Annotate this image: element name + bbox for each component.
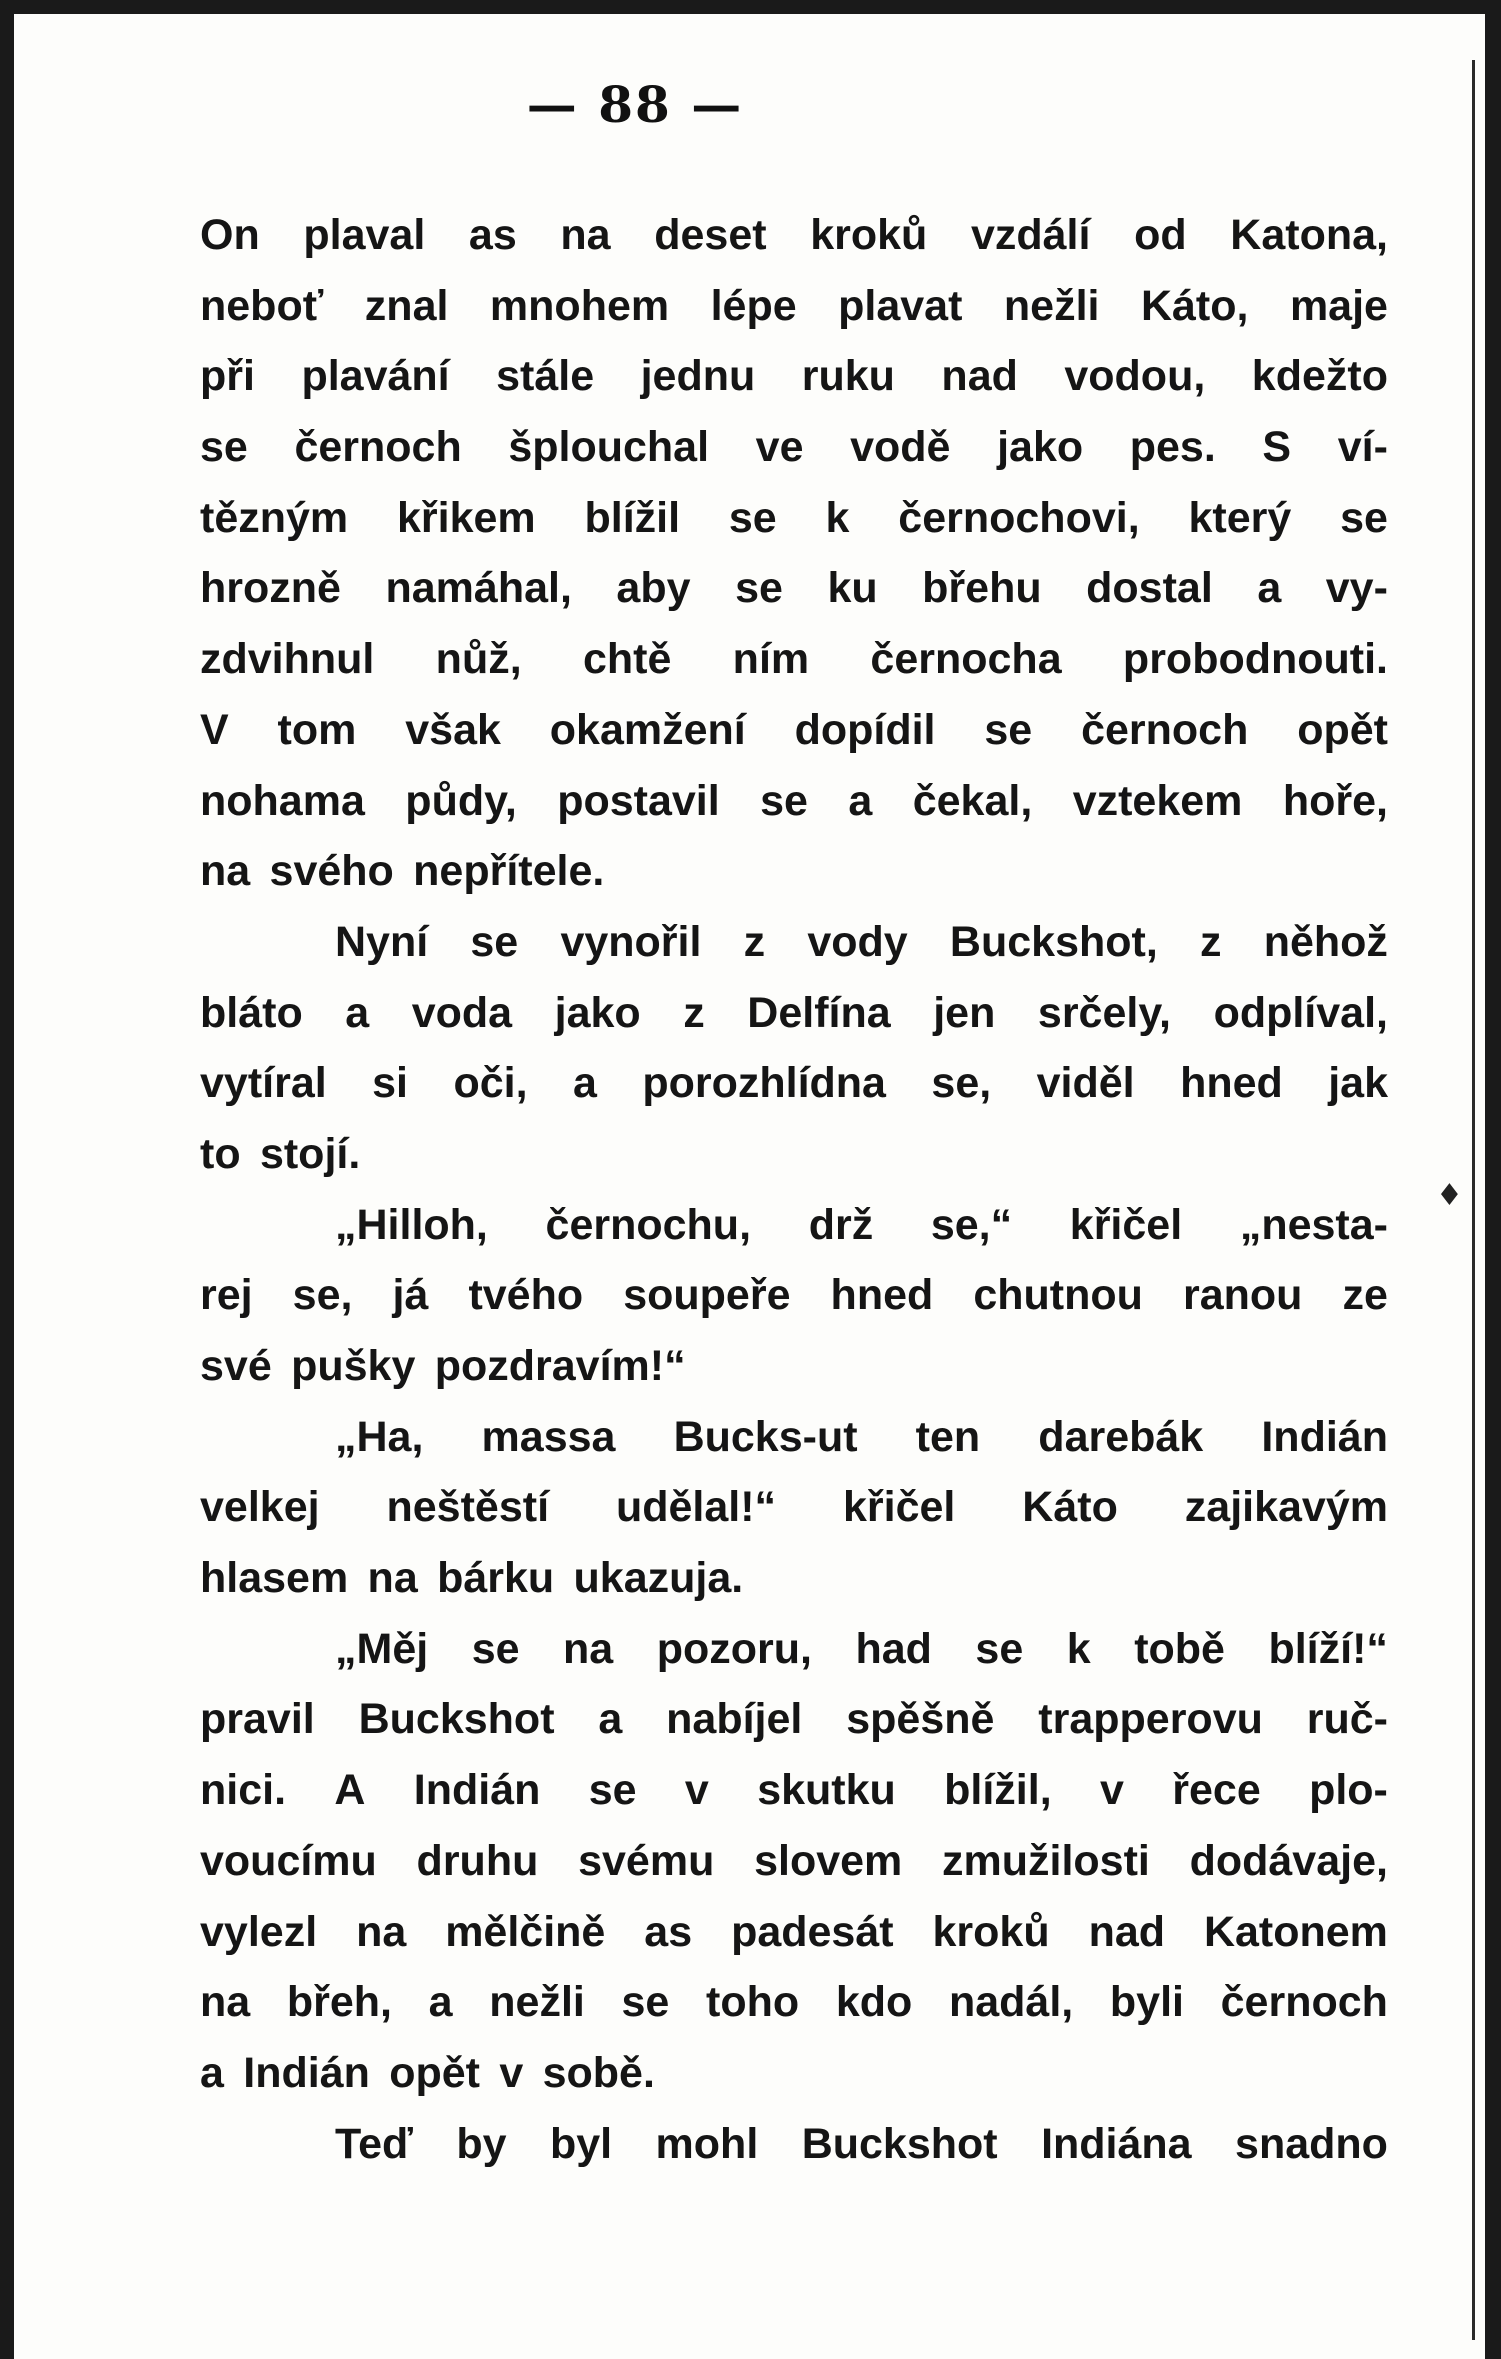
text-line: to stojí.: [200, 1129, 361, 1178]
margin-mark: ♦: [1436, 1178, 1463, 1213]
text-line: velkej neštěstí udělal!“ křičel Káto zajikavým: [200, 1483, 1388, 1532]
text-line: hlasem na bárku ukazuja.: [200, 1554, 744, 1603]
text-line: na břeh, a nežli se toho kdo nadál, byli černoch: [200, 1978, 1388, 2027]
text-line: se černoch šplouchal ve vodě jako pes. S ví-: [200, 423, 1388, 472]
scan-edge-top: [0, 0, 1501, 14]
text-line: nici. A Indián se v skutku blížil, v řece plo-: [200, 1766, 1388, 1815]
scan-edge-right: [1485, 0, 1501, 2359]
text-line: neboť znal mnohem lépe plavat nežli Káto, maje: [200, 281, 1388, 330]
text-line: „Měj se na pozoru, had se k tobě blíží!“: [335, 1624, 1388, 1673]
text-line: „Hilloh, černochu, drž se,“ křičel „nesta-: [335, 1200, 1388, 1249]
text-line: voucímu druhu svému slovem zmužilosti dodávaje,: [200, 1836, 1388, 1885]
text-line: při plavání stále jednu ruku nad vodou, kdežto: [200, 352, 1388, 401]
text-line: své pušky pozdravím!“: [200, 1342, 686, 1390]
text-line: vytíral si oči, a porozhlídna se, viděl hned jak: [200, 1059, 1388, 1108]
text-line: „Ha, massa Bucks-ut ten darebák Indián: [335, 1412, 1388, 1461]
text-line: rej se, já tvého soupeře hned chutnou ranou ze: [200, 1271, 1388, 1320]
text-line: hrozně namáhal, aby se ku břehu dostal a vy-: [200, 564, 1388, 613]
text-line: a Indián opět v sobě.: [200, 2048, 655, 2097]
text-line: V tom však okamžení dopídil se černoch opět: [200, 705, 1388, 754]
text-line: na svého nepřítele.: [200, 847, 605, 896]
text-line: vylezl na mělčině as padesát kroků nad Katonem: [200, 1907, 1388, 1956]
text-line: tězným křikem blížil se k černochovi, který se: [200, 493, 1388, 542]
page-number: — 88 —: [526, 75, 744, 134]
text-line: zdvihnul nůž, chtě ním černocha probodnouti.: [200, 635, 1388, 684]
scan-edge-right-inner: [1472, 60, 1475, 2340]
scan-edge-left: [0, 0, 14, 2359]
text-line: pravil Buckshot a nabíjel spěšně trapperovu ruč-: [200, 1695, 1388, 1744]
body-text: [200, 200, 1388, 2179]
text-line: Teď by byl mohl Buckshot Indiána snadno: [335, 2119, 1388, 2168]
text-line: Nyní se vynořil z vody Buckshot, z něhož: [335, 917, 1388, 966]
text-line: nohama půdy, postavil se a čekal, vztekem hoře,: [200, 776, 1388, 825]
text-line: On plaval as na deset kroků vzdálí od Katona,: [200, 211, 1388, 259]
text-line: bláto a voda jako z Delfína jen srčely, odplíval,: [200, 988, 1388, 1037]
